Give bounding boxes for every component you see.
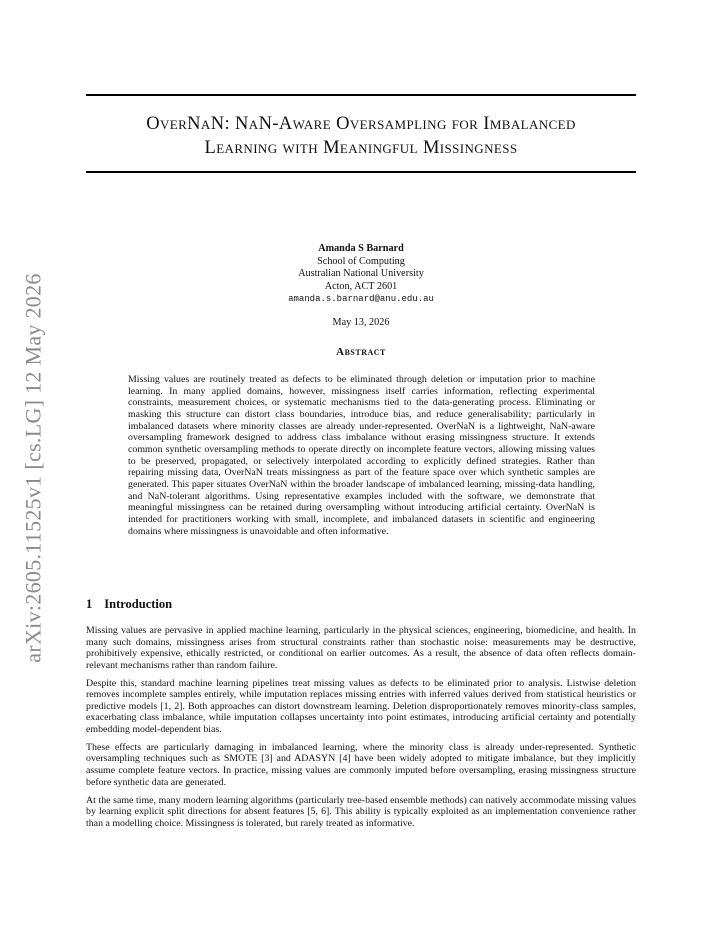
author-university: Australian National University	[298, 268, 424, 280]
section-heading	[86, 597, 636, 612]
section-body	[86, 625, 636, 836]
title-line-1: OverNaN: NaN-Aware Oversampling for Imbalanced	[146, 114, 576, 134]
paper-date: May 13, 2026	[332, 317, 390, 328]
title-top-rule	[86, 94, 636, 96]
section-title: Introduction	[104, 597, 173, 611]
abstract-text: Missing values are routinely treated as defects to be eliminated through deletion or imputation prior to machine learning. In many applied domains, however, missingness itself carries information, reflecting experimental constraints, measurement choices, or systematic mechanisms tied to the data-generating process. Eliminating or masking this structure can distort class boundaries, introduce bias, and reduce generalisability; particularly in imbalanced datasets where minority classes are already under-represented. OverNaN is a lightweight, NaN-aware oversampling framework designed to address class imbalance without erasing missingness structure. It extends common synthetic oversampling methods to operate directly on incomplete feature vectors, allowing missing values to be preserved, propagated, or selectively interpolated according to explicitly defined strategies. Rather than repairing missing data, OverNaN treats missingness as part of the feature space over which synthetic samples are generated. This paper situates OverNaN within the broader landscape of imbalanced learning, missing-data handling, and NaN-tolerant algorithms. Using representative examples included with the software, we demonstrate that meaningful missingness can be retained during oversampling without introducing artificial certainty. OverNaN is intended for practitioners working with small, incomplete, and imbalanced datasets in scientific and engineering domains where missingness is unavoidable and often informative.	[128, 374, 595, 537]
abstract-heading: Abstract	[336, 346, 386, 358]
body-paragraph: Despite this, standard machine learning pipelines treat missing values as defects to be eliminated prior to analysis. Listwise deletion removes incomplete samples entirely, while imputation replaces missing entries with inferred values derived from statistical heuristics or predictive models [1, 2]. Both approaches can distort downstream learning. Deletion disproportionately removes minority-class samples, exacerbating class imbalance, while imputation collapses uncertainty into point estimates, introducing artificial certainty and potentially embedding model-dependent bias.	[86, 677, 636, 735]
title-bottom-rule	[86, 171, 636, 173]
body-paragraph: At the same time, many modern learning algorithms (particularly tree-based ensemble methods) can natively accommodate missing values by learning explicit split directions for absent features [5, 6]. This ability is typically exploited as an implementation convenience rather than a modelling choice. Missingness is tolerated, but rarely treated as informative.	[86, 794, 636, 829]
author-department: School of Computing	[317, 255, 405, 267]
arxiv-identifier-text: arXiv:2605.11525v1 [cs.LG] 12 May 2026	[21, 273, 47, 663]
author-email[interactable]: amanda.s.barnard@anu.edu.au	[288, 294, 434, 305]
body-paragraph: Missing values are pervasive in applied machine learning, particularly in the physical sciences, engineering, biomedicine, and health. In many such domains, missingness arises from structural constraints rather than stochastic noise: measurements may be destructive, prohibitively expensive, ethically restricted, or conditional on earlier outcomes. As a result, the absence of data often reflects domain-relevant mechanisms rather than random failure.	[86, 625, 636, 671]
author-block	[86, 243, 636, 306]
author-name: Amanda S Barnard	[318, 243, 404, 254]
section-number: 1	[86, 597, 93, 611]
arxiv-identifier	[15, 258, 53, 678]
body-paragraph: These effects are particularly damaging in imbalanced learning, where the minority class is already under-represented. Synthetic oversampling techniques such as SMOTE [3] and ADASYN [4] have been widely adopted to mitigate imbalance, but they implicitly assume complete feature vectors. In practice, missing values are commonly imputed before oversampling, erasing missingness structure before synthetic data are generated.	[86, 741, 636, 788]
paper-title	[86, 112, 636, 160]
title-line-2: Learning with Meaningful Missingness	[204, 138, 518, 158]
author-location: Acton, ACT 2601	[324, 280, 398, 292]
